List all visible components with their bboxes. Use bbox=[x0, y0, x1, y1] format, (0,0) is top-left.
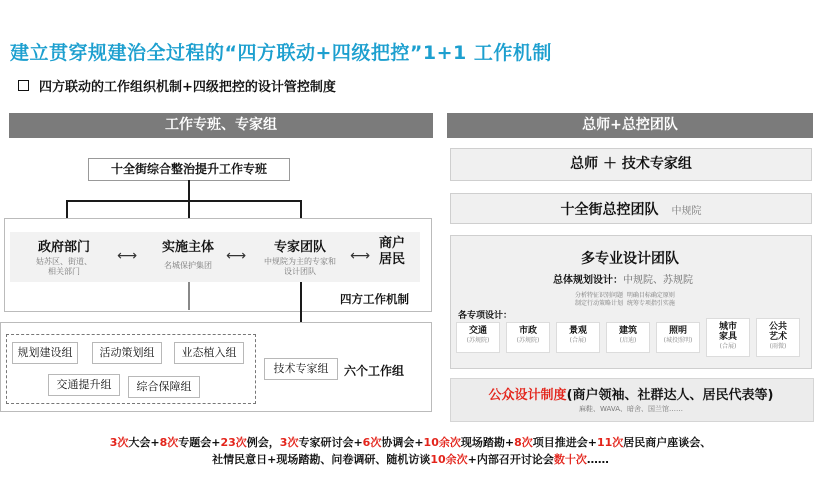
summary-segment: 专家研讨会+ bbox=[298, 436, 363, 449]
overall-label: 总体规划设计： bbox=[553, 275, 623, 286]
summary-segment: 协调会+ bbox=[381, 436, 424, 449]
category-org: (合展) bbox=[719, 343, 737, 350]
party-desc: 名城保护集团 bbox=[164, 261, 212, 270]
category-name: 市政 bbox=[518, 326, 537, 336]
summary-segment: 3次 bbox=[279, 436, 299, 449]
summary-segment: 10余次 bbox=[430, 453, 468, 466]
four-party-label: 四方工作机制 bbox=[340, 292, 409, 306]
summary-segment: 社情民意日+现场踏勘、问卷调研、随机访谈 bbox=[212, 453, 431, 466]
design-team-title: 多专业设计团队 bbox=[581, 251, 679, 267]
design-notes bbox=[575, 292, 675, 308]
control-team-name: 十全街总控团队 bbox=[560, 202, 659, 218]
summary-segment: …… bbox=[586, 453, 609, 466]
summary-segment: 6次 bbox=[362, 436, 382, 449]
subtitle-text: 四方联动的工作组织机制+四级把控的设计管控制度 bbox=[39, 80, 336, 95]
summary-segment: 11次 bbox=[596, 436, 624, 449]
design-note: 统筹专项指引实施 bbox=[626, 300, 675, 307]
subtitle bbox=[18, 76, 336, 95]
summary-segment: 现场踏勘+ bbox=[460, 436, 515, 449]
category-name: 交通 bbox=[468, 326, 487, 336]
category-traffic bbox=[456, 322, 500, 353]
special-design-label: 各专项设计： bbox=[458, 311, 513, 321]
summary-segment: 专题会+ bbox=[178, 436, 221, 449]
category-architecture bbox=[606, 322, 650, 353]
group-traffic: 交通提升组 bbox=[48, 374, 120, 396]
category-name: 照明 bbox=[668, 326, 687, 336]
overall-design bbox=[553, 271, 693, 286]
connector-line bbox=[188, 282, 190, 310]
group-planning: 规划建设组 bbox=[12, 342, 78, 364]
party-name: 专家团队 bbox=[273, 240, 326, 255]
right-header: 总师+总控团队 bbox=[447, 113, 813, 138]
summary-segment: 23次 bbox=[220, 436, 247, 449]
control-team-org: 中规院 bbox=[671, 206, 702, 217]
connector-line bbox=[188, 180, 190, 201]
summary-segment: 项目推进会+ bbox=[532, 436, 597, 449]
meeting-summary-line1 bbox=[0, 434, 821, 450]
work-team-box: 十全街综合整治提升工作专班 bbox=[88, 158, 290, 181]
category-landscape bbox=[556, 322, 600, 353]
summary-segment: 8次 bbox=[159, 436, 179, 449]
checkbox-square-icon bbox=[18, 80, 29, 91]
double-arrow-icon: ⟷ bbox=[350, 248, 371, 264]
connector-line bbox=[66, 200, 300, 202]
group-tech-experts: 技术专家组 bbox=[264, 358, 338, 380]
category-name: 景观 bbox=[568, 326, 587, 336]
category-public-art bbox=[756, 318, 800, 357]
six-group-label: 六个工作组 bbox=[344, 364, 405, 378]
category-org: (苏规院) bbox=[516, 337, 540, 344]
double-arrow-icon: ⟷ bbox=[117, 248, 138, 264]
category-lighting bbox=[656, 322, 700, 353]
party-government bbox=[14, 236, 114, 277]
group-events: 活动策划组 bbox=[92, 342, 162, 364]
control-team-box bbox=[450, 193, 812, 224]
party-implementer bbox=[138, 236, 238, 271]
meeting-summary-line2 bbox=[0, 451, 821, 467]
public-design-note: 麻鞋、WAVA、暗舍、国兰馆…… bbox=[578, 405, 683, 413]
summary-segment: +内部召开讨论会 bbox=[467, 453, 554, 466]
summary-segment: 例会， bbox=[246, 436, 280, 449]
summary-segment: 10余次 bbox=[423, 436, 461, 449]
design-note: 制定行动策略计划 bbox=[575, 300, 624, 307]
chief-box: 总师 ＋ 技术专家组 bbox=[450, 148, 812, 181]
summary-segment: 居民商户座谈会、 bbox=[623, 436, 712, 449]
party-experts bbox=[250, 236, 350, 277]
summary-segment: 8次 bbox=[514, 436, 533, 449]
party-desc: 姑苏区、街道、相关部门 bbox=[36, 257, 92, 276]
party-desc: 中规院为主的专家和设计团队 bbox=[264, 257, 336, 276]
design-note: 分析特征识别问题 bbox=[575, 292, 624, 299]
party-name: 实施主体 bbox=[161, 240, 214, 255]
public-design-title bbox=[450, 384, 812, 403]
category-org: (启迪) bbox=[619, 337, 637, 344]
category-name: 公共艺术 bbox=[768, 322, 787, 342]
category-org: (合展) bbox=[569, 337, 587, 344]
public-design-highlight: 公众设计制度 bbox=[488, 388, 567, 403]
group-business: 业态植入组 bbox=[174, 342, 244, 364]
category-name: 建筑 bbox=[618, 326, 637, 336]
summary-segment: 3次 bbox=[109, 436, 129, 449]
party-name: 政府部门 bbox=[37, 240, 90, 255]
category-name: 城市家具 bbox=[718, 322, 737, 342]
summary-segment: 数十次 bbox=[553, 453, 587, 466]
double-arrow-icon: ⟷ bbox=[226, 248, 247, 264]
category-org: (雨微) bbox=[769, 343, 787, 350]
left-header: 工作专班、专家组 bbox=[9, 113, 433, 138]
category-org: (城投照明) bbox=[663, 337, 693, 344]
page-title: 建立贯穿规建治全过程的“四方联动+四级把控”1+1 工作机制 bbox=[10, 42, 552, 64]
party-residents: 商户居民 bbox=[378, 236, 405, 267]
design-note: 明确目标确定原则 bbox=[626, 292, 675, 299]
category-furniture bbox=[706, 318, 750, 357]
category-municipal bbox=[506, 322, 550, 353]
group-support: 综合保障组 bbox=[128, 376, 200, 398]
overall-orgs: 中规院、苏规院 bbox=[623, 275, 693, 286]
public-design-members: (商户领袖、社群达人、居民代表等) bbox=[566, 388, 774, 403]
summary-segment: 大会+ bbox=[128, 436, 160, 449]
category-org: (苏规院) bbox=[466, 337, 490, 344]
